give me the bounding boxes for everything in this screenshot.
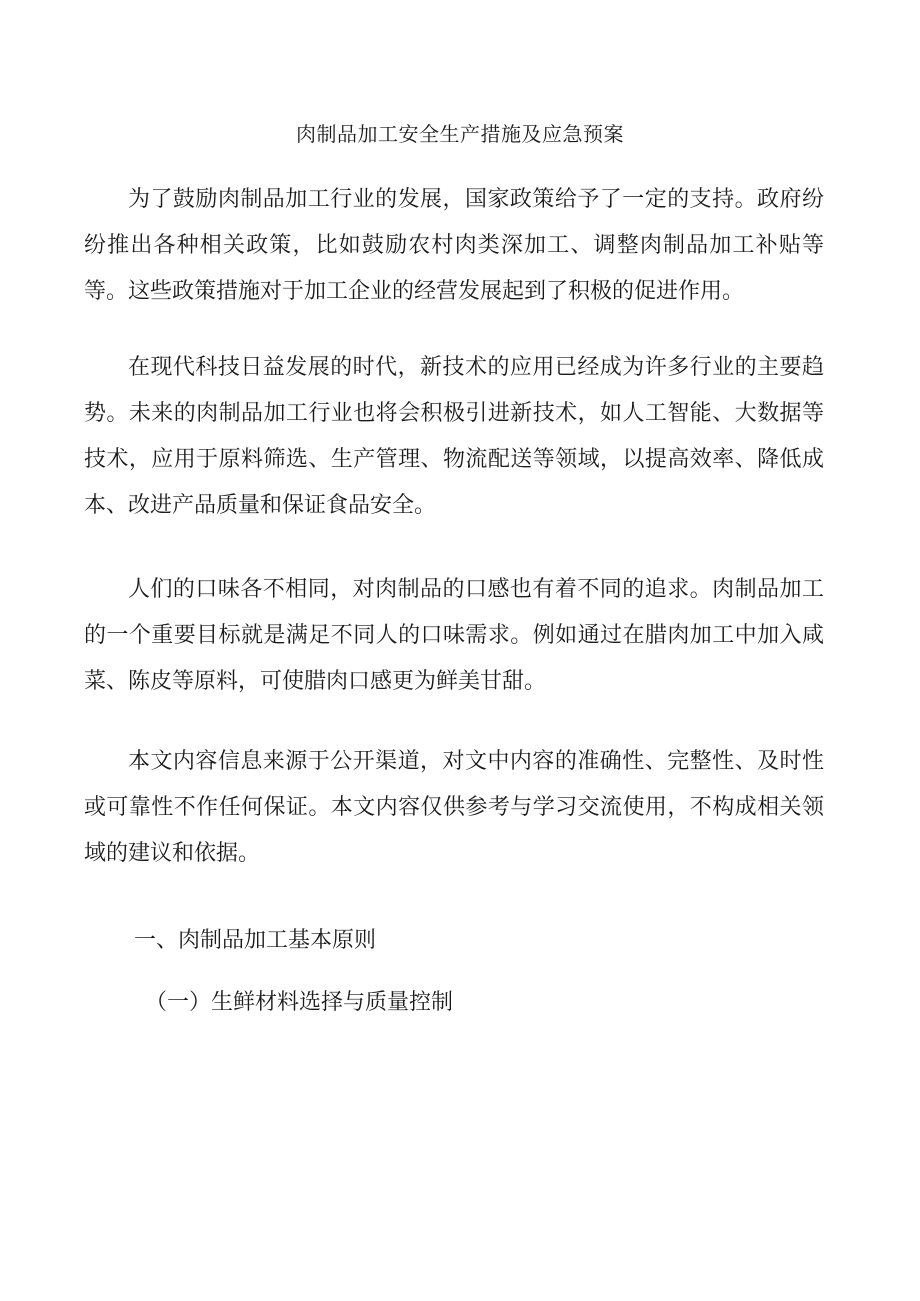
paragraph-policy-support: 为了鼓励肉制品加工行业的发展，国家政策给予了一定的支持。政府纷纷推出各种相关政策，比如鼓励农村肉类深加工、调整肉制品加工补贴等等。这些政策措施对于加工企业的经营发展起到了积极的促进作用。 xyxy=(84,187,824,304)
section-heading: 一、肉制品加工基本原则 xyxy=(134,928,377,953)
subsection-heading: （一）生鲜材料选择与质量控制 xyxy=(145,990,454,1015)
paragraph-taste-demand: 人们的口味各不相同，对肉制品的口感也有着不同的追求。肉制品加工的一个重要目标就是满足不同人的口味需求。例如通过在腊肉加工中加入咸菜、陈皮等原料，可使腊肉口感更为鲜美甘甜。 xyxy=(84,577,824,694)
paragraph-disclaimer: 本文内容信息来源于公开渠道，对文中内容的准确性、完整性、及时性或可靠性不作任何保证。本文内容仅供参考与学习交流使用，不构成相关领域的建议和依据。 xyxy=(84,749,824,866)
paragraph-new-technology: 在现代科技日益发展的时代，新技术的应用已经成为许多行业的主要趋势。未来的肉制品加工行业也将会积极引进新技术，如人工智能、大数据等技术，应用于原料筛选、生产管理、物流配送等领域，以提高效率、降低成本、改进产品质量和保证食品安全。 xyxy=(84,355,824,518)
document-title: 肉制品加工安全生产措施及应急预案 xyxy=(296,122,624,146)
